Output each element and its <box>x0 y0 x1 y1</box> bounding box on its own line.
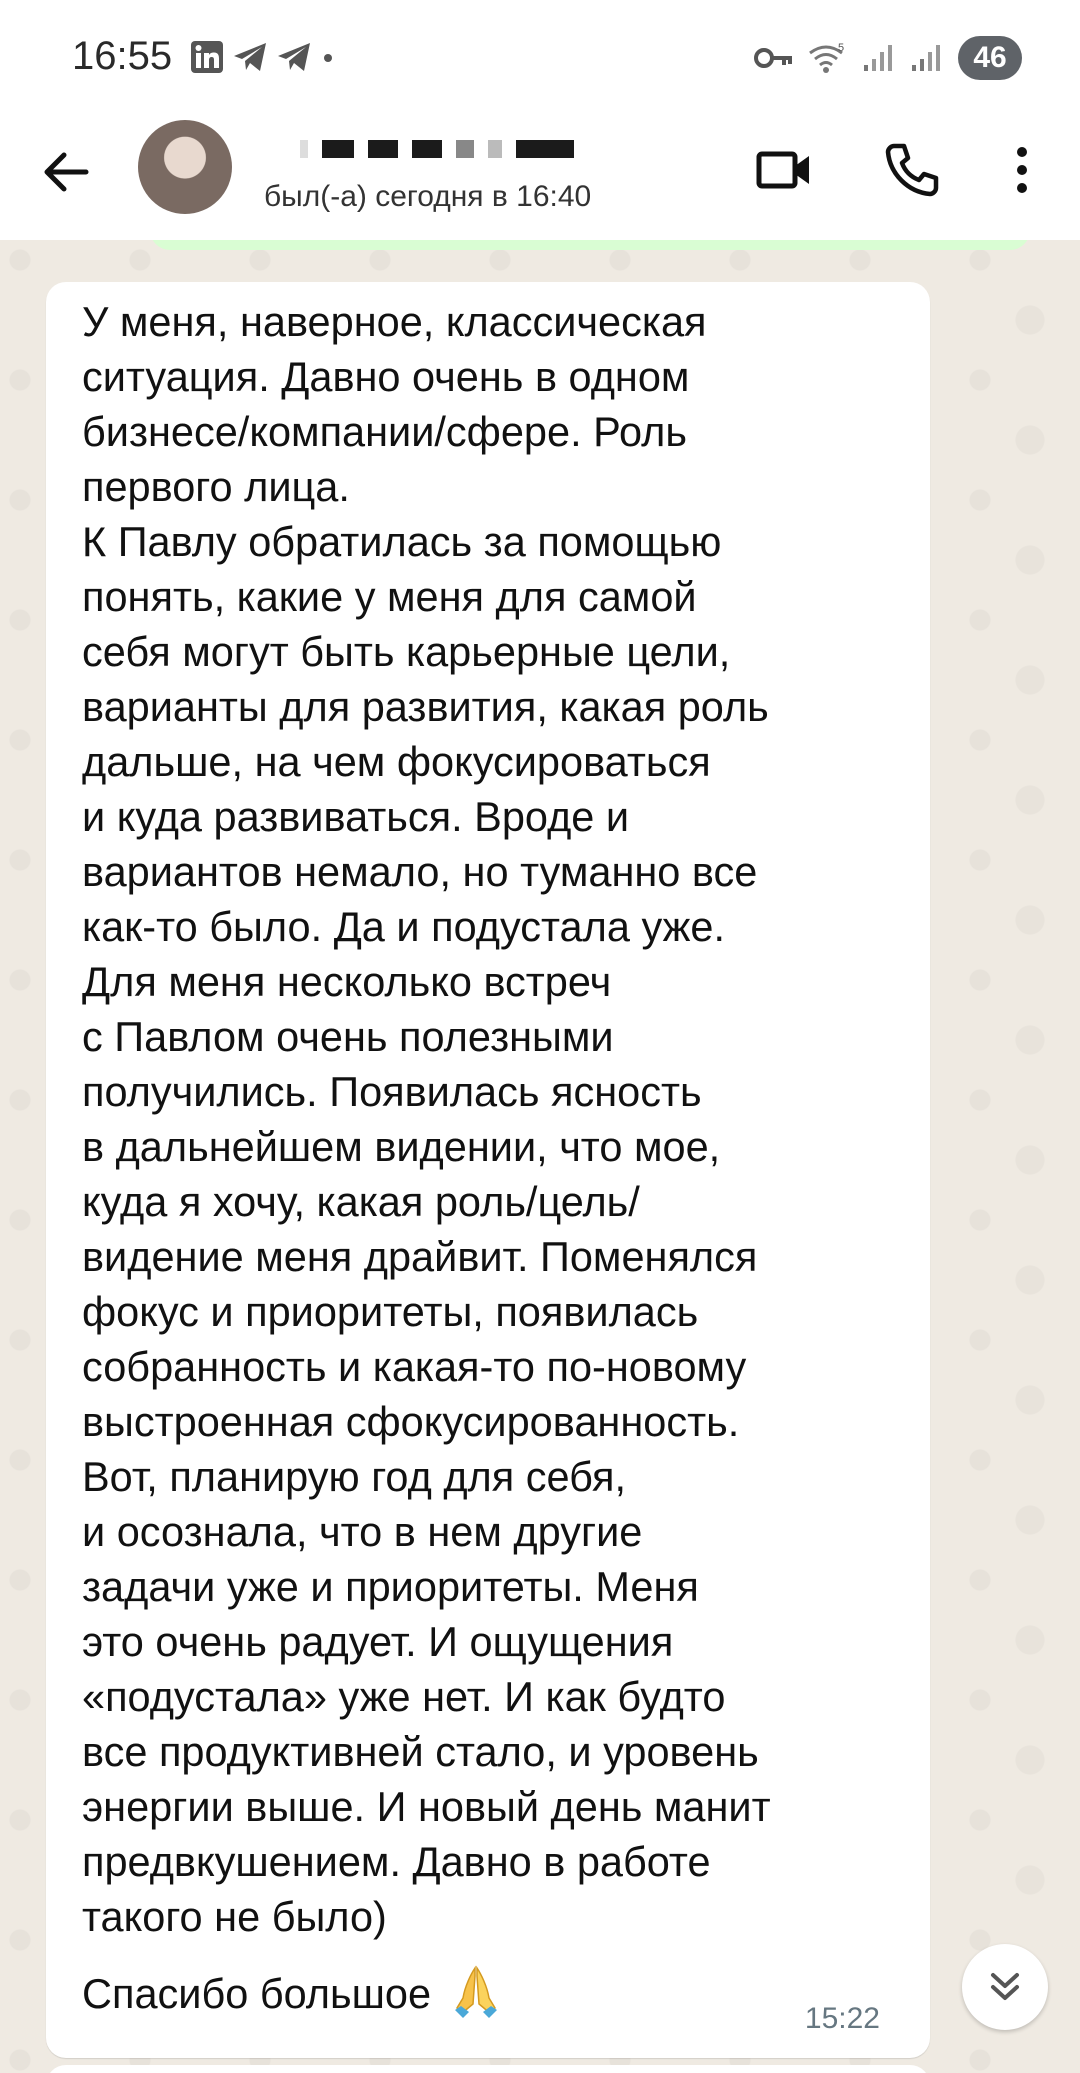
chat-header <box>0 108 1080 240</box>
message-closing <box>82 1964 503 2024</box>
more-vertical-icon[interactable] <box>990 138 1054 202</box>
next-message-bubble[interactable] <box>46 2065 930 2073</box>
telegram-icon <box>232 40 268 74</box>
battery-indicator: 46 <box>958 36 1022 80</box>
status-time: 16:55 <box>72 34 173 78</box>
contact-name-redacted[interactable] <box>300 140 574 158</box>
system-icons <box>754 36 1022 80</box>
last-seen-status: был(-а) сегодня в 16:40 <box>264 180 592 213</box>
signal-icon <box>862 43 896 73</box>
vpn-key-icon <box>754 43 794 73</box>
status-bar <box>0 0 1080 108</box>
message-text: У меня, наверное, классическая ситуация. Давно очень в одном бизнесе/компании/сфере. Роль первого лица. К Павлу обратилась за помощью понять, какие у меня для самой себя могут быть карьерные цели, варианты для развития, какая роль дальше, на чем фокусироваться и куда развиваться. Вроде и вариантов немало, но туманно все как-то было. Да и подустала уже. Для меня несколько встреч с Павлом очень полезными получились. Появилась ясность в дальнейшем видении, что мое, куда я хочу, какая роль/цель/ видение меня драйвит. Поменялся фокус и приоритеты, появилась собранность и какая-то по-новому выстроенная сфокусированность. Вот, планирую год для себя, и осознала, что в нем другие задачи уже и приоритеты. Меня это очень радует. И ощущения «подустала» уже нет. И как будто все продуктивней стало, и уровень энергии выше. И новый день манит предвкушением. Давно в работе такого не было) <box>82 298 771 1940</box>
dot-icon <box>320 40 336 74</box>
signal-icon <box>910 43 944 73</box>
phone-icon[interactable] <box>880 138 944 202</box>
double-chevron-down-icon <box>985 1967 1025 2007</box>
avatar[interactable] <box>138 120 232 214</box>
folded-hands-emoji <box>449 1964 503 2024</box>
notification-icons <box>190 40 336 74</box>
incoming-message-bubble[interactable] <box>46 282 930 2058</box>
scroll-to-bottom-button[interactable] <box>962 1944 1048 2030</box>
linkedin-icon <box>190 40 224 74</box>
telegram-icon <box>276 40 312 74</box>
video-call-icon[interactable] <box>752 138 816 202</box>
wifi-icon <box>808 41 848 75</box>
chat-area[interactable] <box>0 240 1080 2073</box>
previous-message-bubble[interactable] <box>150 240 1030 250</box>
thanks-text: Спасибо большое <box>82 1970 432 2017</box>
message-time: 15:22 <box>804 2002 880 2035</box>
arrow-left-icon[interactable] <box>36 142 96 202</box>
svg-text:5: 5 <box>838 42 845 54</box>
